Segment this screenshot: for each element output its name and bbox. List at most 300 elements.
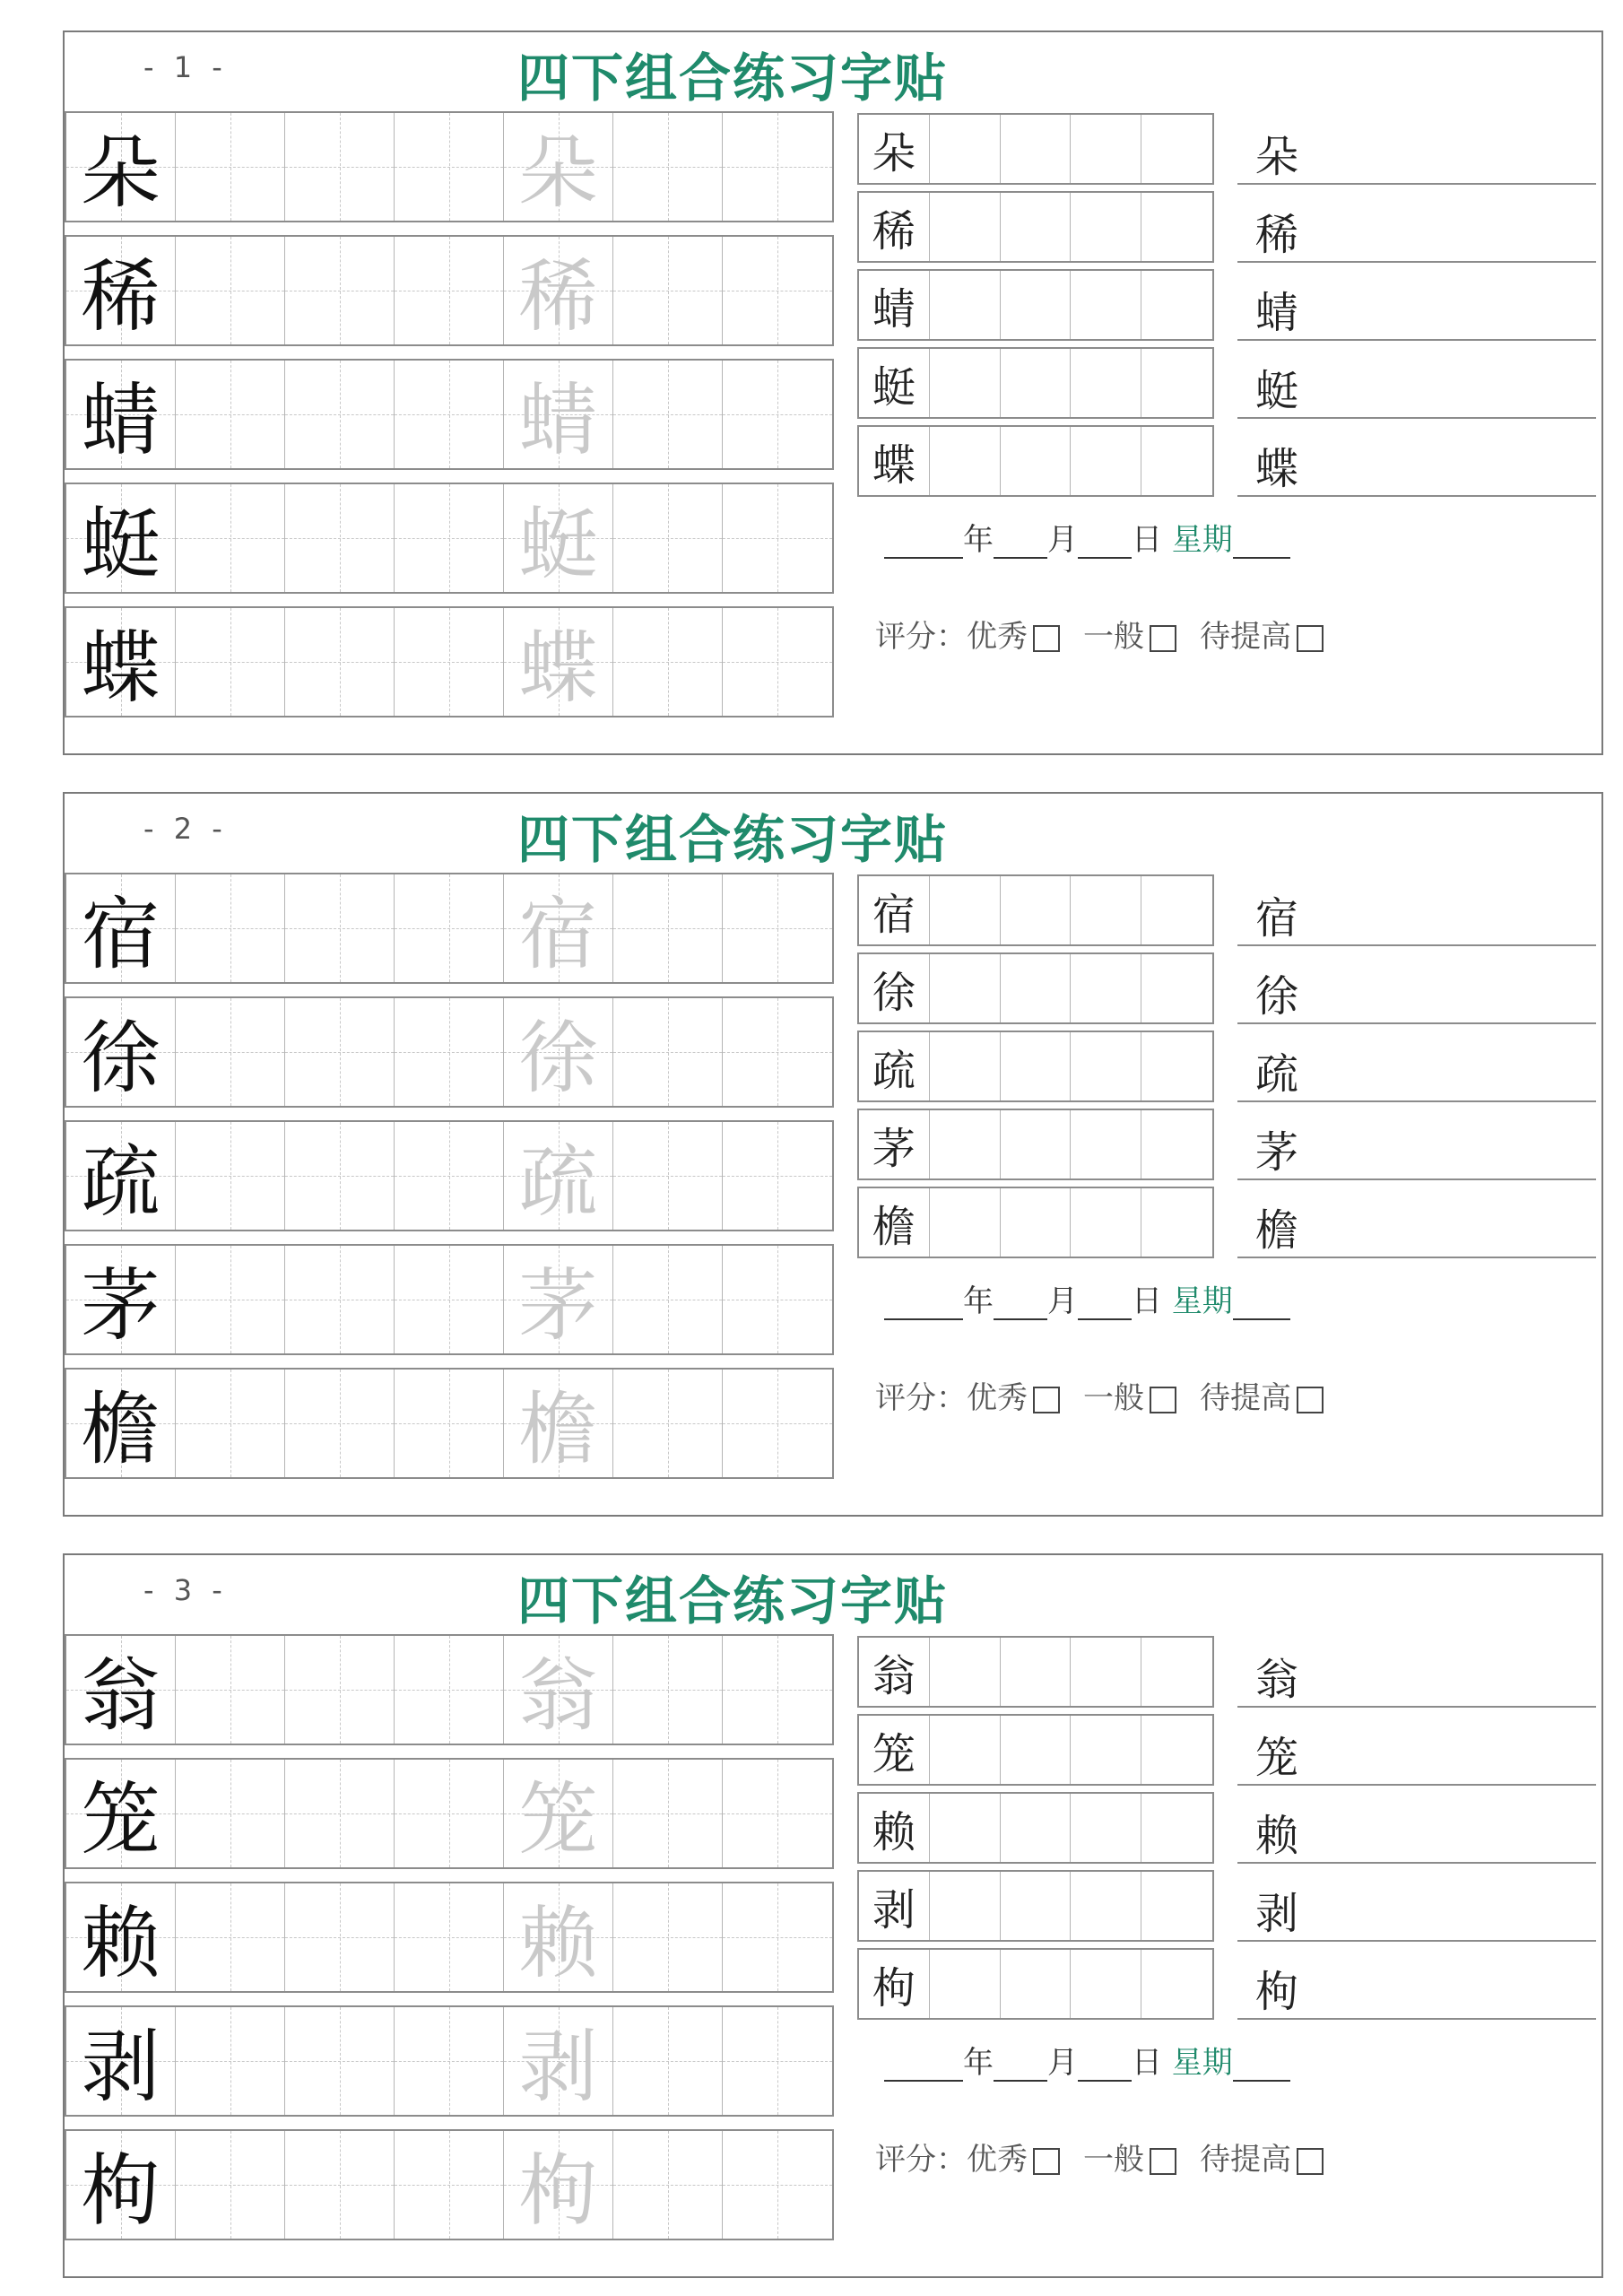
model-character: 翁 [81,1649,161,1742]
grid-cell[interactable] [285,608,395,716]
grid-cell[interactable] [176,237,285,344]
grid-cell[interactable] [176,1760,285,1867]
grid-cell[interactable] [613,361,723,468]
small-grid-cell[interactable] [1071,115,1141,183]
grid-cell[interactable] [723,874,832,982]
grid-cell[interactable] [613,874,723,982]
practice-row [65,1244,834,1355]
trace-character: 蜓 [518,498,598,590]
month-label: 月 [1047,522,1078,558]
sample-character: 朵 [1255,132,1299,182]
small-grid-cell[interactable] [1141,427,1212,495]
page-number: - 3 - [143,1573,228,1607]
small-grid-cell[interactable] [1141,193,1212,261]
grid-cell[interactable] [723,2007,832,2115]
month-label: 月 [1047,1283,1078,1319]
grid-cell[interactable] [504,484,613,592]
score-average-label: 一般 [1083,2142,1144,2178]
blank-field[interactable] [1078,2051,1132,2082]
model-character: 檐 [81,1383,161,1475]
grid-cell[interactable] [66,2007,176,2115]
small-model-character: 宿 [859,876,930,944]
grid-cell[interactable] [613,1883,723,1991]
sample-character: 蜓 [1255,366,1299,416]
small-model-character: 朵 [859,115,930,183]
practice-row [65,111,834,222]
sample-line [1237,952,1596,1024]
grid-cell[interactable] [395,113,504,221]
grid-cell[interactable] [285,874,395,982]
blank-field[interactable] [994,2051,1047,2082]
small-grid-cell[interactable] [1071,1188,1141,1257]
small-grid-cell[interactable] [1141,271,1212,339]
grid-cell[interactable] [66,1760,176,1867]
blank-field[interactable] [884,1290,963,1320]
grid-cell[interactable] [613,237,723,344]
improve-checkbox[interactable] [1297,625,1324,652]
score-improve-label: 待提高 [1200,2142,1291,2178]
blank-field[interactable] [1233,1290,1290,1320]
trace-character: 剥 [518,2021,598,2113]
grid-cell[interactable] [395,1370,504,1477]
small-grid-cell[interactable] [1071,427,1141,495]
grid-cell[interactable] [504,998,613,1106]
sample-character: 茅 [1255,1127,1299,1178]
grid-cell[interactable] [504,1636,613,1744]
trace-character: 疏 [518,1135,598,1228]
sample-character: 翁 [1255,1655,1299,1705]
small-grid-cell[interactable] [1071,1716,1141,1784]
small-practice-row [857,191,1214,263]
small-grid-cell[interactable] [1001,876,1072,944]
small-grid-cell[interactable] [930,1638,1001,1706]
score-average-label: 一般 [1083,1380,1144,1416]
small-model-character: 剥 [859,1872,930,1940]
grid-cell[interactable] [285,484,395,592]
year-label: 年 [963,1283,994,1319]
grid-cell[interactable] [66,237,176,344]
small-grid-cell[interactable] [1141,1716,1212,1784]
grid-cell[interactable] [613,484,723,592]
grid-cell[interactable] [613,1246,723,1353]
grid-cell[interactable] [723,2131,832,2239]
grid-cell[interactable] [395,1760,504,1867]
grid-cell[interactable] [176,361,285,468]
small-grid-cell[interactable] [1001,1638,1072,1706]
grid-cell[interactable] [176,2007,285,2115]
small-grid-cell[interactable] [930,349,1001,417]
small-grid-cell[interactable] [1071,876,1141,944]
grid-cell[interactable] [504,1370,613,1477]
grid-cell[interactable] [285,2131,395,2239]
score-excellent-label: 优秀 [967,619,1028,655]
small-model-character: 疏 [859,1032,930,1100]
grid-cell[interactable] [285,1122,395,1230]
grid-cell[interactable] [176,1883,285,1991]
small-grid-cell[interactable] [930,1032,1001,1100]
small-grid-cell[interactable] [1141,1638,1212,1706]
grid-cell[interactable] [285,1370,395,1477]
model-character: 疏 [81,1135,161,1228]
grid-cell[interactable] [395,2131,504,2239]
grid-cell[interactable] [723,484,832,592]
small-grid-cell[interactable] [1001,1794,1072,1862]
small-practice-row [857,1948,1214,2020]
model-character: 朵 [81,126,161,219]
grid-cell[interactable] [723,113,832,221]
small-grid-cell[interactable] [930,1716,1001,1784]
grid-cell[interactable] [285,113,395,221]
model-character: 蝶 [81,622,161,714]
trace-character: 翁 [518,1649,598,1742]
weekday-label: 星期 [1171,2045,1233,2081]
weekday-label: 星期 [1171,522,1233,558]
score-line [875,2135,1347,2179]
small-grid-cell[interactable] [930,1950,1001,2018]
grid-cell[interactable] [66,361,176,468]
page-number: - 2 - [143,812,228,846]
small-model-character: 枸 [859,1950,930,2018]
small-grid-cell[interactable] [1001,1032,1072,1100]
grid-cell[interactable] [613,998,723,1106]
grid-cell[interactable] [176,608,285,716]
grid-cell[interactable] [66,1122,176,1230]
score-improve-label: 待提高 [1200,619,1291,655]
small-grid-cell[interactable] [1071,271,1141,339]
small-grid-cell[interactable] [1001,193,1072,261]
practice-row [65,873,834,984]
grid-cell[interactable] [66,484,176,592]
grid-cell[interactable] [285,1760,395,1867]
sample-character: 蜻 [1255,288,1299,338]
small-practice-row [857,874,1214,946]
small-grid-cell[interactable] [1141,115,1212,183]
grid-cell[interactable] [176,2131,285,2239]
grid-cell[interactable] [504,608,613,716]
sample-character: 稀 [1255,210,1299,260]
sample-line [1237,1714,1596,1786]
blank-field[interactable] [994,1290,1047,1320]
small-grid-cell[interactable] [930,271,1001,339]
sample-character: 赖 [1255,1811,1299,1861]
small-practice-row [857,1870,1214,1942]
practice-row [65,483,834,594]
practice-section [63,1553,1603,2278]
small-grid-cell[interactable] [1141,1872,1212,1940]
small-grid-cell[interactable] [1071,349,1141,417]
practice-row [65,2129,834,2240]
month-label: 月 [1047,2045,1078,2081]
practice-row [65,1634,834,1745]
grid-cell[interactable] [504,361,613,468]
small-grid-cell[interactable] [1001,427,1072,495]
small-grid-cell[interactable] [1071,1950,1141,2018]
small-grid-cell[interactable] [1001,1872,1072,1940]
grid-cell[interactable] [176,484,285,592]
grid-cell[interactable] [613,1760,723,1867]
grid-cell[interactable] [723,1122,832,1230]
model-character: 稀 [81,250,161,343]
sample-line [1237,1636,1596,1708]
small-grid-cell[interactable] [930,1872,1001,1940]
grid-cell[interactable] [285,1636,395,1744]
date-line [884,1276,1290,1320]
grid-cell[interactable] [504,113,613,221]
page-title: 四下组合练习字贴 [517,48,949,109]
small-model-character: 笼 [859,1716,930,1784]
sample-line [1237,425,1596,497]
grid-cell[interactable] [66,998,176,1106]
small-grid-cell[interactable] [1141,1110,1212,1178]
sample-line [1237,1109,1596,1180]
grid-cell[interactable] [395,998,504,1106]
grid-cell[interactable] [723,1883,832,1991]
grid-cell[interactable] [613,1636,723,1744]
sample-character: 疏 [1255,1049,1299,1100]
small-practice-row [857,425,1214,497]
trace-character: 蝶 [518,622,598,714]
small-grid-cell[interactable] [1071,954,1141,1022]
sample-character: 剥 [1255,1889,1299,1939]
trace-character: 蜻 [518,374,598,466]
small-grid-cell[interactable] [1001,1110,1072,1178]
sample-line [1237,347,1596,419]
small-grid-cell[interactable] [930,193,1001,261]
trace-character: 檐 [518,1383,598,1475]
improve-checkbox[interactable] [1297,2148,1324,2175]
grid-cell[interactable] [285,998,395,1106]
grid-cell[interactable] [723,608,832,716]
sample-line [1237,191,1596,263]
small-practice-row [857,1636,1214,1708]
small-grid-cell[interactable] [1071,193,1141,261]
grid-cell[interactable] [395,1883,504,1991]
grid-cell[interactable] [176,113,285,221]
grid-cell[interactable] [176,1636,285,1744]
model-character: 茅 [81,1259,161,1352]
sample-line [1237,1948,1596,2020]
small-practice-row [857,347,1214,419]
page-title: 四下组合练习字贴 [517,1570,949,1631]
small-grid-cell[interactable] [930,427,1001,495]
grid-cell[interactable] [504,874,613,982]
grid-cell[interactable] [395,1246,504,1353]
grid-cell[interactable] [66,1883,176,1991]
grid-cell[interactable] [285,237,395,344]
grid-cell[interactable] [66,1370,176,1477]
grid-cell[interactable] [66,874,176,982]
average-checkbox[interactable] [1150,2148,1176,2175]
excellent-checkbox[interactable] [1033,2148,1060,2175]
small-model-character: 蝶 [859,427,930,495]
grid-cell[interactable] [395,484,504,592]
blank-field[interactable] [1233,528,1290,559]
small-model-character: 赖 [859,1794,930,1862]
practice-row [65,1758,834,1869]
score-line [875,1373,1347,1417]
grid-cell[interactable] [504,237,613,344]
blank-field[interactable] [994,528,1047,559]
sample-line [1237,1187,1596,1258]
small-grid-cell[interactable] [1141,1032,1212,1100]
practice-row [65,606,834,718]
grid-cell[interactable] [395,2007,504,2115]
score-line [875,612,1347,656]
blank-field[interactable] [884,2051,963,2082]
grid-cell[interactable] [723,1246,832,1353]
small-grid-cell[interactable] [1001,954,1072,1022]
small-grid-cell[interactable] [930,876,1001,944]
small-grid-cell[interactable] [1001,1716,1072,1784]
grid-cell[interactable] [285,361,395,468]
grid-cell[interactable] [66,608,176,716]
excellent-checkbox[interactable] [1033,1387,1060,1413]
small-model-character: 蜓 [859,349,930,417]
small-grid-cell[interactable] [930,1794,1001,1862]
model-character: 枸 [81,2144,161,2237]
average-checkbox[interactable] [1150,625,1176,652]
blank-field[interactable] [1078,1290,1132,1320]
grid-cell[interactable] [613,2131,723,2239]
grid-cell[interactable] [395,874,504,982]
model-character: 蜓 [81,498,161,590]
sample-line [1237,269,1596,341]
small-grid-cell[interactable] [1071,1794,1141,1862]
blank-field[interactable] [1233,2051,1290,2082]
model-character: 徐 [81,1012,161,1104]
grid-cell[interactable] [66,1246,176,1353]
grid-cell[interactable] [613,113,723,221]
score-excellent-label: 优秀 [967,2142,1028,2178]
date-line [884,2038,1290,2082]
trace-character: 宿 [518,888,598,980]
score-label: 评分： [875,2142,967,2178]
small-model-character: 徐 [859,954,930,1022]
score-average-label: 一般 [1083,619,1144,655]
excellent-checkbox[interactable] [1033,625,1060,652]
model-character: 笼 [81,1773,161,1866]
small-grid-cell[interactable] [1141,1794,1212,1862]
average-checkbox[interactable] [1150,1387,1176,1413]
grid-cell[interactable] [395,1122,504,1230]
grid-cell[interactable] [504,1760,613,1867]
small-grid-cell[interactable] [930,1188,1001,1257]
small-practice-row [857,1109,1214,1180]
small-grid-cell[interactable] [1071,1110,1141,1178]
small-grid-cell[interactable] [1071,1638,1141,1706]
small-grid-cell[interactable] [1001,1950,1072,2018]
grid-cell[interactable] [395,608,504,716]
small-grid-cell[interactable] [1071,1872,1141,1940]
weekday-label: 星期 [1171,1283,1233,1319]
small-grid-cell[interactable] [1001,271,1072,339]
trace-character: 徐 [518,1012,598,1104]
trace-character: 茅 [518,1259,598,1352]
grid-cell[interactable] [613,1122,723,1230]
grid-cell[interactable] [613,608,723,716]
date-line [884,515,1290,559]
grid-cell[interactable] [176,874,285,982]
grid-cell[interactable] [285,1883,395,1991]
blank-field[interactable] [884,528,963,559]
grid-cell[interactable] [723,1636,832,1744]
model-character: 宿 [81,888,161,980]
small-grid-cell[interactable] [1001,115,1072,183]
grid-cell[interactable] [723,998,832,1106]
grid-cell[interactable] [176,998,285,1106]
grid-cell[interactable] [395,237,504,344]
grid-cell[interactable] [285,1246,395,1353]
grid-cell[interactable] [723,237,832,344]
small-practice-row [857,1187,1214,1258]
small-practice-row [857,113,1214,185]
grid-cell[interactable] [723,1370,832,1477]
sample-line [1237,113,1596,185]
grid-cell[interactable] [723,1760,832,1867]
grid-cell[interactable] [66,2131,176,2239]
grid-cell[interactable] [613,1370,723,1477]
small-model-character: 茅 [859,1110,930,1178]
grid-cell[interactable] [504,1246,613,1353]
small-grid-cell[interactable] [1141,954,1212,1022]
grid-cell[interactable] [176,1370,285,1477]
page-title: 四下组合练习字贴 [517,809,949,870]
small-grid-cell[interactable] [1141,1950,1212,2018]
model-character: 赖 [81,1897,161,1989]
grid-cell[interactable] [504,1122,613,1230]
sample-line [1237,1870,1596,1942]
small-grid-cell[interactable] [930,954,1001,1022]
day-label: 日 [1132,1283,1162,1319]
grid-cell[interactable] [613,2007,723,2115]
small-grid-cell[interactable] [1001,1188,1072,1257]
small-grid-cell[interactable] [930,115,1001,183]
grid-cell[interactable] [176,1246,285,1353]
small-grid-cell[interactable] [1141,1188,1212,1257]
grid-cell[interactable] [395,1636,504,1744]
trace-character: 笼 [518,1773,598,1866]
sample-character: 檐 [1255,1205,1299,1256]
grid-cell[interactable] [66,1636,176,1744]
practice-row [65,235,834,346]
small-grid-cell[interactable] [1071,1032,1141,1100]
grid-cell[interactable] [504,2131,613,2239]
small-practice-row [857,1792,1214,1864]
practice-row [65,359,834,470]
blank-field[interactable] [1078,528,1132,559]
sample-line [1237,1031,1596,1102]
small-grid-cell[interactable] [1141,876,1212,944]
small-grid-cell[interactable] [1001,349,1072,417]
small-practice-row [857,269,1214,341]
small-grid-cell[interactable] [930,1110,1001,1178]
grid-cell[interactable] [285,2007,395,2115]
improve-checkbox[interactable] [1297,1387,1324,1413]
grid-cell[interactable] [395,361,504,468]
practice-row [65,2005,834,2117]
grid-cell[interactable] [504,2007,613,2115]
trace-character: 赖 [518,1897,598,1989]
model-character: 剥 [81,2021,161,2113]
grid-cell[interactable] [723,361,832,468]
grid-cell[interactable] [176,1122,285,1230]
day-label: 日 [1132,2045,1162,2081]
small-grid-cell[interactable] [1141,349,1212,417]
sample-line [1237,874,1596,946]
grid-cell[interactable] [66,113,176,221]
grid-cell[interactable] [504,1883,613,1991]
practice-section [63,792,1603,1517]
